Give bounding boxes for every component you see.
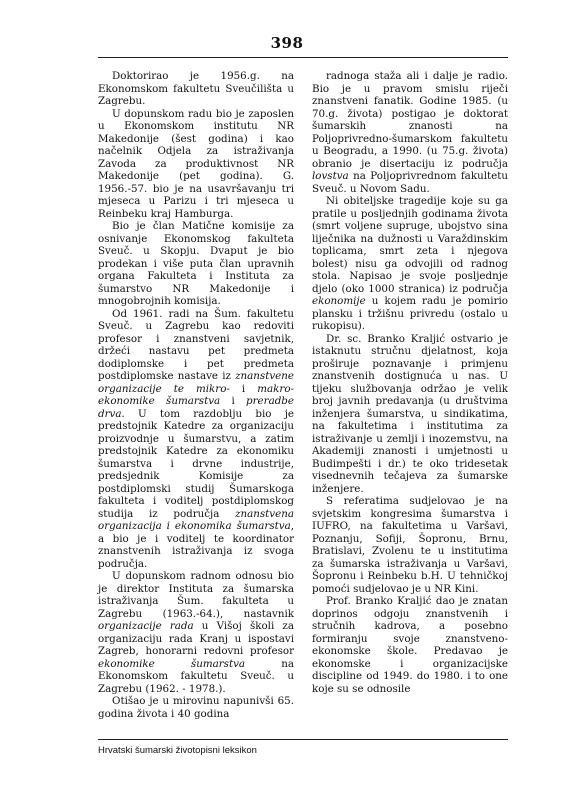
- italic-term: makro-ekonomike šumarstva: [98, 382, 294, 407]
- paragraph: [98, 570, 294, 695]
- text-run: Otišao je u mirovinu napunivši 65. godina života i 40 godina: [98, 695, 294, 720]
- text-run: U tom razdoblju bio je predstojnik Katedre za organizaciju proizvodnje u šumarstvu, a zatim predstojnik Katedre za ekonomiku šumarstva i drvne industrije, predsjednik Komisije za postdiplomski studij Šumarskoga fakulteta i voditelj postdiplomskog studija iz područja: [98, 407, 294, 520]
- text-run: S referatima sudjelovao je na svjetskim kongresima šumarstva i IUFRO, na fakultetima u Varšavi, Poznanju, Sofiji, Šopronu, Brnu, Bratislavi, Zvolenu te u institutima za šumarska istraživanja u Varšavi, Šopronu i Reinbeku b.H. U tehničkoj pomoći sudjelovao je u NR Kini.: [312, 495, 508, 595]
- paragraph: [98, 108, 294, 221]
- text-run: Od 1961. radi na Šum. fakultetu Sveuč. u Zagrebu kao redoviti profesor i znanstveni savjetnik, držeći nastavu pet predmeta dodiplomske i pet predmeta postdiplomske nastave iz: [98, 307, 294, 382]
- right-column: [312, 70, 508, 695]
- paragraph: [98, 220, 294, 308]
- italic-term: organizacije rada: [98, 620, 194, 632]
- text-run: Doktorirao je 1956.g. na Ekonomskom fakultetu Sveučilišta u Zagrebu.: [98, 70, 294, 107]
- text-run: i: [220, 395, 247, 407]
- paragraph: [98, 308, 294, 571]
- left-column: [98, 70, 294, 720]
- page-number: 398: [270, 34, 304, 52]
- paragraph: [98, 695, 294, 720]
- text-run: , a bio je i voditelj te koordinator znanstvenih istraživanja iz svoga područja.: [98, 520, 294, 570]
- paragraph: [312, 70, 508, 195]
- text-run: radnoga staža ali i dalje je radio. Bio je u pravom smislu riječi znanstveni fanatik. Godine 1985. (u 70.g. života) postigao je doktorat šumarskih znanosti na Poljoprivredno-šumarskom fakultetu u Beogradu, a 1990. (u 75.g. života) obranio je disertaciju iz područja: [312, 70, 508, 170]
- italic-term: preradbe drva.: [98, 395, 294, 420]
- italic-term: znanstvena organizacija i ekonomika šumarstva: [98, 507, 294, 532]
- text-run: Ni obiteljske tragedije koje su ga pratile u posljednjih godinama života (smrt voljene supruge, ubojstvo sina liječnika na dužnosti u Varaždinskim toplicama, smrt zeta i njegova bolest) nisu ga odvojili od radnog stola. Napisao je svoje posljednje djelo (oko 1000 stranica) iz područja: [312, 195, 508, 295]
- text-run: U dopunskom radnom odnosu bio je direktor Instituta za šumarska istraživanja Šum. fakulteta u Zagrebu (1963.-64.), nastavnik: [98, 570, 294, 620]
- text-run: Dr. sc. Branko Kraljić ostvario je istaknutu stručnu djelatnost, koja proširuje poznavanje i primjenu znanstvenih dostignuća u nas. U tijeku službovanja održao je velik broj javnih predavanja (u društvima inženjera šumarstva, u sindikatima, na fakultetima i institutima za istraživanje u zemlji i inozemstvu, na Akademiji znanosti i umjetnosti u Budimpešti i dr.) te oko tridesetak visednevnih tečajeva za šumarske inženjere.: [312, 332, 508, 495]
- text-run: Prof. Branko Kraljić dao je znatan doprinos odgoju znanstvenih i stručnih kadrova, a posebno formiranju svoje znanstveno-ekonomske škole. Predavao je ekonomske i organizacijske discipline od 1949. do 1980. i to one koje su se odnosile: [312, 595, 508, 695]
- footer-text: Hrvatski šumarski životopisni leksikon: [98, 745, 257, 756]
- header-rule: [98, 57, 508, 58]
- italic-term: ekonomike šumarstva: [98, 657, 246, 670]
- text-run: U dopunskom radu bio je zaposlen u Ekonomskom institutu NR Makedonije (šest godina) i kao načelnik Odjela za istraživanja Zavoda za produktivnost NR Makedonije (pet godina). G. 1956.-57. bio je na usavršavanju tri mjeseca u Parizu i tri mjeseca u Reinbeku kraj Hamburga.: [98, 107, 294, 220]
- italic-term: ekonomije: [312, 295, 366, 307]
- italic-term: znanstvene organizacije te mikro-: [98, 370, 294, 395]
- text-run: na Poljoprivrednom fakultetu Sveuč. u Novom Sadu.: [312, 170, 508, 195]
- paragraph: [312, 195, 508, 333]
- text-run: Bio je član Matične komisije za osnivanje Ekonomskog fakulteta Sveuč. u Skopju. Dvaput je bio prodekan i više puta član upravnih organa Fakulteta i Instituta za šumarstvo NR Makedonije i mnogobrojnih komisija.: [98, 220, 294, 307]
- footer-rule: [98, 739, 508, 740]
- paragraph: [312, 495, 508, 595]
- italic-term: lovstva: [312, 170, 349, 182]
- paragraph: [312, 333, 508, 496]
- paragraph: [312, 595, 508, 695]
- text-run: u Višoj školi za organizaciju rada Kranj u ispostavi Zagreb, honorarni redovni profesor: [98, 620, 294, 657]
- text-run: na Ekonomskom fakultetu Sveuč. u Zagrebu (1962. - 1978.).: [98, 657, 294, 695]
- text-run: u kojem radu je pomirio plansku i tržišnu privredu (ostalo u rukopisu).: [312, 295, 508, 332]
- paragraph: [98, 70, 294, 108]
- text-run: i: [229, 382, 258, 395]
